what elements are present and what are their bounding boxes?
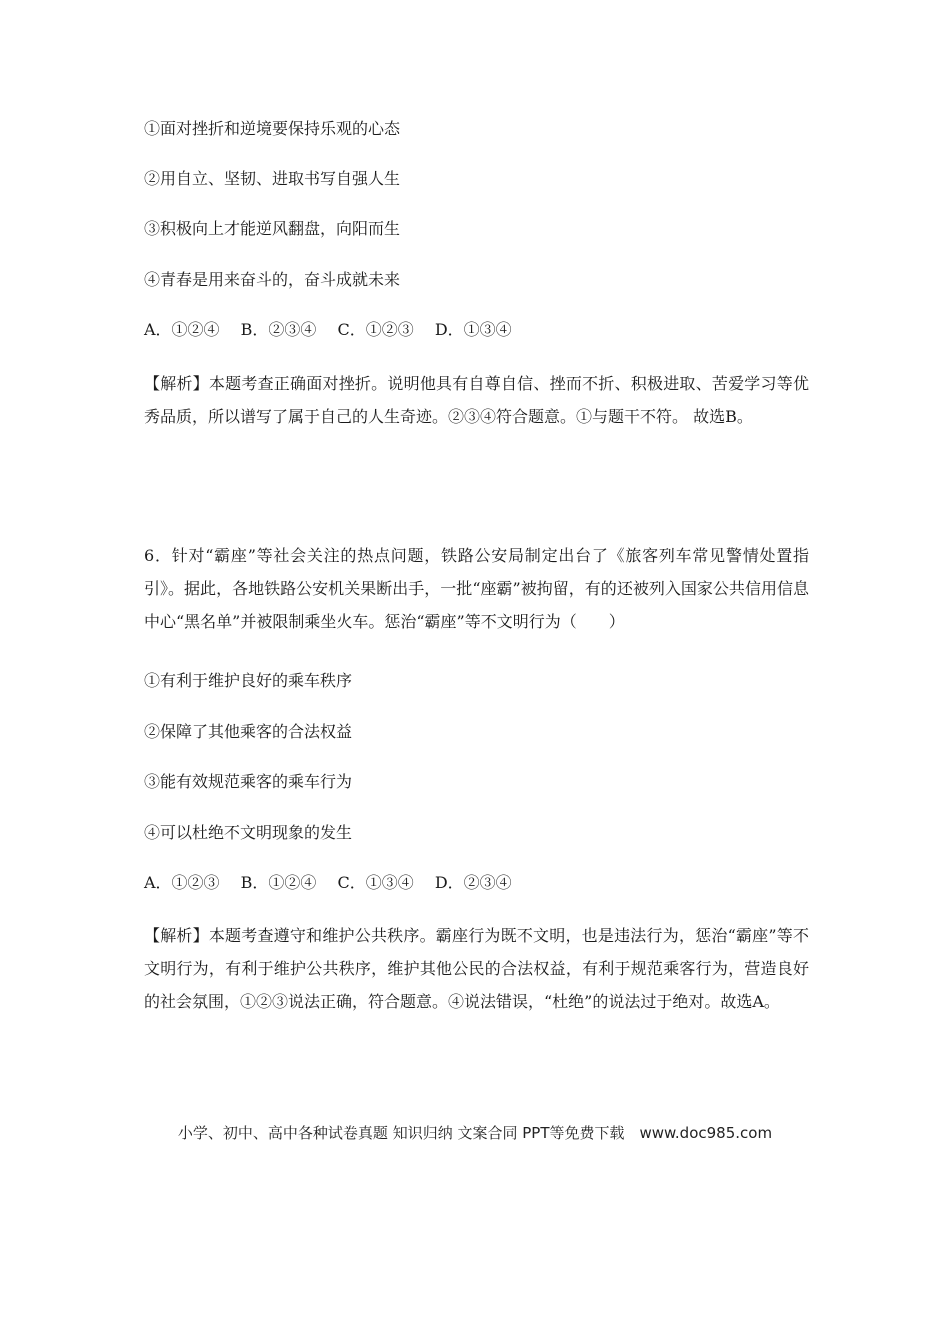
q5-option-1: ①面对挫折和逆境要保持乐观的心态 [144,119,401,138]
q5-option-3: ③积极向上才能逆风翻盘，向阳而生 [144,219,401,238]
q6-stem: 6．针对“霸座”等社会关注的热点问题，铁路公安局制定出台了《旅客列车常见警情处置指引》。据此，各地铁路公安机关果断出手，一批“座霸”被拘留，有的还被列入国家公共信用信息中心“黑名单”并被限制乘坐火车。惩治“霸座”等不文明行为（ ） [144,546,809,631]
page-footer: 小学、初中、高中各种试卷真题 知识归纳 文案合同 PPT等免费下载 www.doc985.com [177,1124,773,1142]
q5-option-2: ②用自立、坚韧、进取书写自强人生 [144,169,401,188]
q6-option-2: ②保障了其他乘客的合法权益 [144,722,353,741]
q6-option-3: ③能有效规范乘客的乘车行为 [144,772,353,791]
q6-option-4: ④可以杜绝不文明现象的发生 [144,823,353,842]
q5-option-4: ④青春是用来奋斗的，奋斗成就未来 [144,270,401,289]
q5-choices: A．①②④ B．②③④ C．①②③ D．①③④ [144,320,512,339]
q5-analysis: 【解析】本题考查正确面对挫折。说明他具有自尊自信、挫而不折、积极进取、苦爱学习等优秀品质，所以谱写了属于自己的人生奇迹。②③④符合题意。①与题干不符。 故选B。 [144,374,809,426]
q6-analysis: 【解析】本题考查遵守和维护公共秩序。霸座行为既不文明，也是违法行为，惩治“霸座”等不文明行为，有利于维护公共秩序，维护其他公民的合法权益，有利于规范乘客行为，营造良好的社会氛围，①②③说法正确，符合题意。④说法错误，“杜绝”的说法过于绝对。故选A。 [144,926,809,1011]
q6-option-1: ①有利于维护良好的乘车秩序 [144,671,353,690]
q6-choices: A．①②③ B．①②④ C．①③④ D．②③④ [144,873,512,892]
